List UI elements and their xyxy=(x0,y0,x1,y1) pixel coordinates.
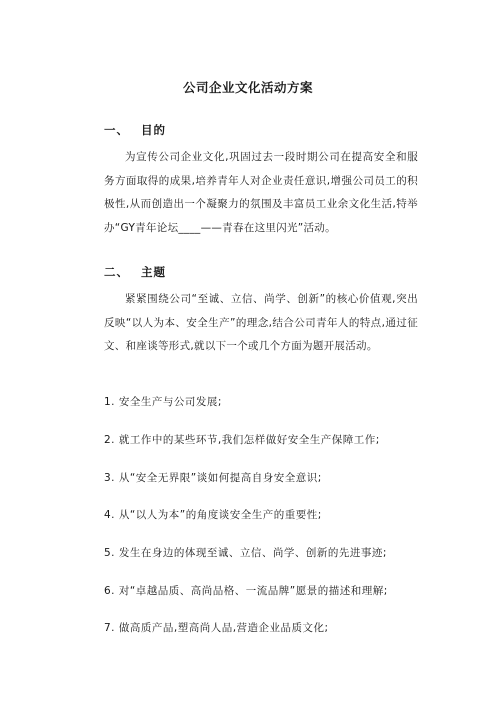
list-item: 1. 安全生产与公司发展; xyxy=(104,396,222,408)
section-heading-purpose xyxy=(104,122,166,138)
section-paragraph-theme: 紧紧围绕公司“至诚、立信、尚学、创新”的核心价值观,突出反映“以人为本、安全生产”的理念,结合公司青年人的特点,通过征文、和座谈等形式,就以下一个或几个方面为题开展活动。 xyxy=(104,293,418,352)
section-heading-theme xyxy=(104,264,166,280)
section-heading-text: 主题 xyxy=(141,265,166,279)
list-item: 2. 就工作中的某些环节,我们怎样做好安全生产保障工作; xyxy=(104,434,380,446)
section-number: 一、 xyxy=(104,123,129,137)
section-number: 二、 xyxy=(104,265,129,279)
document-title: 公司企业文化活动方案 xyxy=(182,80,313,95)
list-item: 7. 做高质产品,塑高尚人品,营造企业品质文化; xyxy=(104,622,329,634)
section-heading-text: 目的 xyxy=(141,123,166,137)
list-item: 4. 从“以人为本”的角度谈安全生产的重要性; xyxy=(104,509,322,521)
list-item: 5. 发生在身边的体现至诚、立信、尚学、创新的先进事迹; xyxy=(104,547,387,559)
list-item: 3. 从“安全无界限”谈如何提高自身安全意识; xyxy=(104,472,322,484)
list-item: 6. 对“卓越品质、高尚品格、一流品牌”愿景的描述和理解; xyxy=(104,585,388,597)
section-paragraph-purpose: 为宣传公司企业文化,巩固过去一段时期公司在提高安全和服务方面取得的成果,培养青年人对企业责任意识,增强公司员工的积极性,从而创造出一个凝聚力的氛围及丰富员工业余文化生活,特举办“GY青年论坛____——青春在这里闪光”活动。 xyxy=(104,151,418,234)
